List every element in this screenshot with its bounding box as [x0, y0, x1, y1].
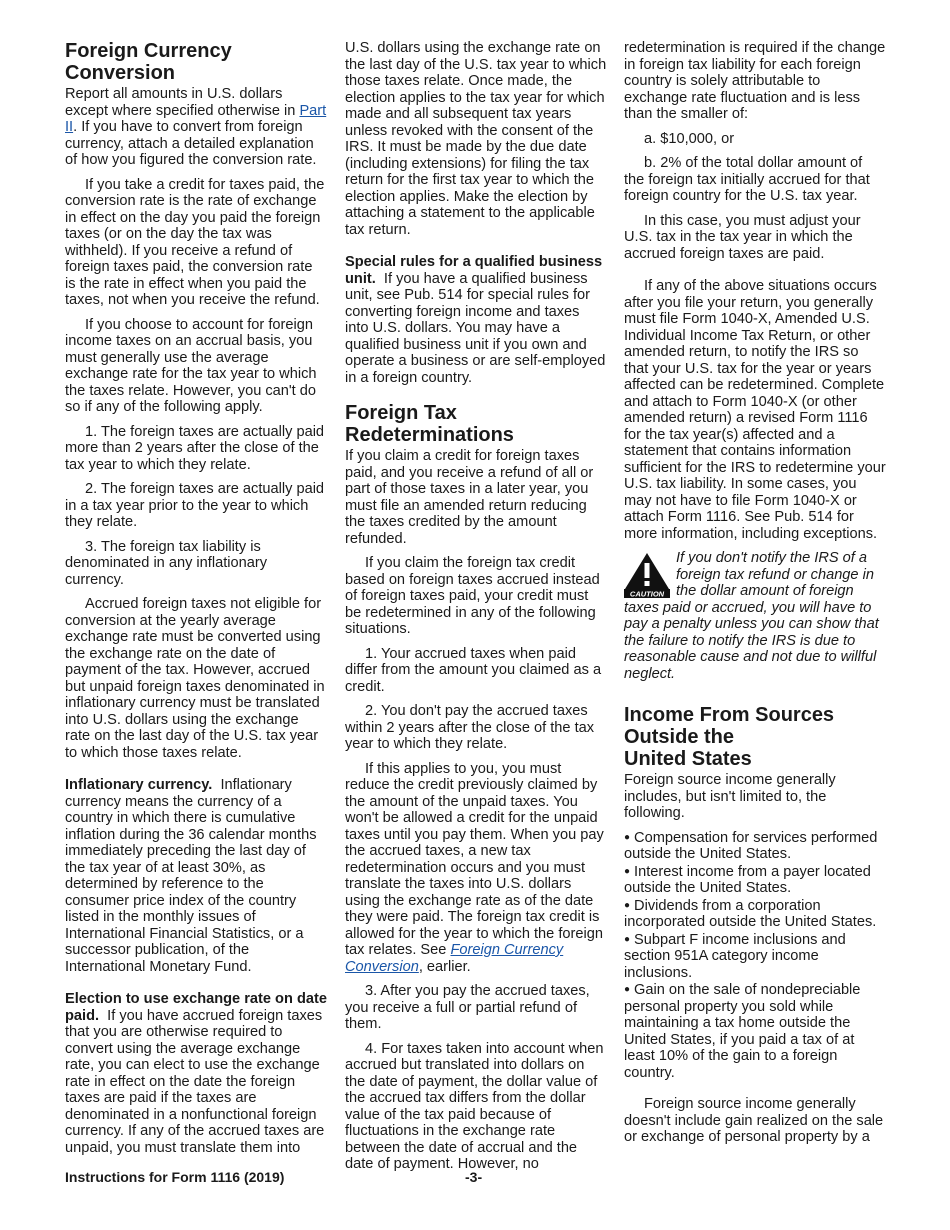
- paragraph: If you take a credit for taxes paid, the conversion rate is the rate of exchange in effect on the day you paid the foreign taxes (or on the day the tax was withheld). If you receive a refund of foreign taxes paid, the conversion rate is the rate in effect when you paid the taxes, not when you receive the refund.: [65, 176, 325, 308]
- heading-foreign-currency-conversion: Foreign Currency Conversion: [65, 40, 232, 84]
- paragraph: Foreign source income generally doesn't include gain realized on the sale or exchange of personal property by a: [624, 1096, 884, 1145]
- bullet-icon: ●: [624, 865, 631, 877]
- bullet-icon: ●: [624, 933, 631, 945]
- list-item: ● Interest income from a payer located outside the United States.: [624, 863, 871, 896]
- list-item: 4. For taxes taken into account when accrued but translated into dollars on the date of payment, the dollar value of the accrued tax differs from the dollar value of the tax paid because of fluctuations in the exchange rate between the date of accrual and the date of payment. However, no: [345, 1040, 604, 1172]
- list-item: 3. The foreign tax liability is denominated in any inflationary currency.: [65, 538, 268, 588]
- foreign-currency-conversion-link[interactable]: Foreign Currency Conversion: [345, 942, 564, 975]
- bullet-icon: ●: [624, 831, 631, 843]
- page-number: -3-: [465, 1169, 483, 1185]
- caution-text: If you don't notify the IRS of a foreign tax refund or change in the dollar amount of foreign taxes paid or accrued, you will have to pay a penalty unless you can show that the failure to notify the IRS is due to reasonable cause and not due to willful neglect.: [624, 550, 879, 682]
- paragraph: If you choose to account for foreign income taxes on an accrual basis, you must generally use the average exchange rate for the tax year to which the taxes relate. However, you can't do so if any of the following apply.: [65, 316, 317, 415]
- caution-label: CAUTION: [629, 589, 665, 598]
- paragraph: If this applies to you, you must reduce the credit previously claimed by the amount of the unpaid taxes. You won't be allowed a credit for the unpaid taxes until you pay them. When you pay the accrued taxes, a new tax redetermination occurs and you must translate the taxes into U.S. dollars using the exchange rate as of the date they were paid. The foreign tax credit is allowed for the year to which the foreign tax relates. See Foreign Currency Conversion, earlier.: [345, 760, 604, 975]
- paragraph: Accrued foreign taxes not eligible for conversion at the yearly average exchange rate must be converted using the exchange rate on the date of payment of the tax. However, accrued but unpaid foreign taxes denominated in inflationary currency must be translated into U.S. dollars using the exchange rate on the last day of the U.S. tax year to which those taxes relate.: [65, 596, 325, 761]
- run-in-heading: Special rules for a qualified business unit.: [345, 254, 603, 287]
- paragraph: If you claim the foreign tax credit based on foreign taxes accrued instead of foreign taxes paid, your credit must be redetermined in any of the following situations.: [345, 555, 600, 637]
- list-item: 2. The foreign taxes are actually paid in a tax year prior to the year to which they relate.: [65, 481, 325, 530]
- list-item: ● Dividends from a corporation incorporated outside the United States.: [624, 897, 877, 930]
- bullet-icon: ●: [624, 984, 631, 995]
- heading-foreign-tax-redeterminations: Foreign Tax Redeterminations: [345, 402, 514, 446]
- paragraph: redetermination is required if the change in foreign tax liability for each foreign country is solely attributable to exchange rate fluctuation and is less than the smaller of:: [624, 40, 886, 122]
- run-in-heading: Inflationary currency.: [65, 777, 213, 793]
- column-2: [345, 40, 607, 1181]
- list-item: ● Subpart F income inclusions and section 951A category income inclusions.: [624, 931, 846, 981]
- heading-income-from-sources-outside-us: Income From Sources Outside the United States: [624, 704, 835, 770]
- list-item: 1. The foreign taxes are actually paid more than 2 years after the close of the tax year to which they relate.: [65, 423, 325, 473]
- list-item: 3. After you pay the accrued taxes, you receive a full or partial refund of them.: [345, 983, 590, 1032]
- paragraph: Report all amounts in U.S. dollars except where specified otherwise in Part II. If you have to convert from foreign currency, attach a detailed explanation of how you figured the conversion rate.: [65, 86, 327, 168]
- paragraph: Special rules for a qualified business unit. If you have a qualified business unit, see Pub. 514 for special rules for converting foreign income and taxes into U.S. dollars. You may have a qualified business unit if you own and operate a business or are self-employed in a foreign country.: [345, 254, 606, 386]
- paragraph: Inflationary currency. Inflationary currency means the currency of a country in which there is cumulative inflation during the 36 calendar months immediately preceding the last day of the tax year of at least 30%, as determined by reference to the consumer price index of the country listed in the monthly issues of International Financial Statistics, or a successor publication, of the International Monetary Fund.: [65, 777, 317, 975]
- column-1: [65, 40, 327, 1164]
- list-item: 1. Your accrued taxes when paid differ from the amount you claimed as a credit.: [345, 645, 602, 695]
- bullet-list: [624, 830, 886, 1082]
- run-in-heading: Election to use exchange rate on date paid.: [65, 991, 327, 1024]
- list-item: b. 2% of the total dollar amount of the foreign tax initially accrued for that foreign country for the U.S. tax year.: [624, 155, 870, 204]
- paragraph: U.S. dollars using the exchange rate on the last day of the U.S. tax year to which those taxes relate. Once made, the election applies to the tax year for which made and all subsequent tax years unless revoked with the consent of the IRS. It must be made by the due date (including extensions) for filing the tax return for the first tax year to which the election applies. Make the election by attaching a statement to the applicable tax return.: [345, 40, 607, 238]
- list-item: 2. You don't pay the accrued taxes within 2 years after the close of the tax year to which they relate.: [345, 703, 595, 752]
- caution-note: [624, 550, 886, 682]
- paragraph: If you claim a credit for foreign taxes paid, and you receive a refund of all or part of those taxes in a later year, you must file an amended return reducing the taxes credited by the amount refunded.: [345, 448, 594, 547]
- list-item: ● Gain on the sale of nondepreciable personal property you sold while maintaining a tax home outside the United States, if you paid a tax of at least 10% of the gain to a foreign country.: [624, 982, 861, 1081]
- part-ii-link[interactable]: Part II: [65, 102, 327, 135]
- caution-icon: [624, 552, 670, 598]
- list-item: a. $10,000, or: [644, 130, 735, 147]
- paragraph: In this case, you must adjust your U.S. tax in the tax year in which the accrued foreign taxes are paid.: [624, 212, 861, 262]
- paragraph: Foreign source income generally includes, but isn't limited to, the following.: [624, 772, 836, 821]
- footer-document-title: Instructions for Form 1116 (2019): [65, 1169, 285, 1185]
- paragraph: If any of the above situations occurs after you file your return, you generally must file Form 1040-X, Amended U.S. Individual Income Tax Return, or other amended return, to notify the IRS so that your U.S. tax for the year or years affected can be redetermined. Complete and attach to Form 1040-X (or other amended return) a revised Form 1116 for the tax year(s) affected and a statement that contains information sufficient for the IRS to redetermine your U.S. tax liability. In some cases, you may not have to file Form 1040-X or attach Form 1116. See Pub. 514 for more information, including exceptions.: [624, 278, 886, 542]
- paragraph: Election to use exchange rate on date paid. If you have accrued foreign taxes that you are otherwise required to convert using the average exchange rate, you can elect to use the exchange rate in effect on the date the foreign taxes are paid if the taxes are denominated in a nonfunctional foreign currency. If any of the accrued taxes are unpaid, you must translate them into: [65, 991, 327, 1156]
- bullet-icon: ●: [624, 899, 631, 911]
- list-item: ● Compensation for services performed outside the United States.: [624, 829, 878, 862]
- column-3: [624, 40, 886, 1154]
